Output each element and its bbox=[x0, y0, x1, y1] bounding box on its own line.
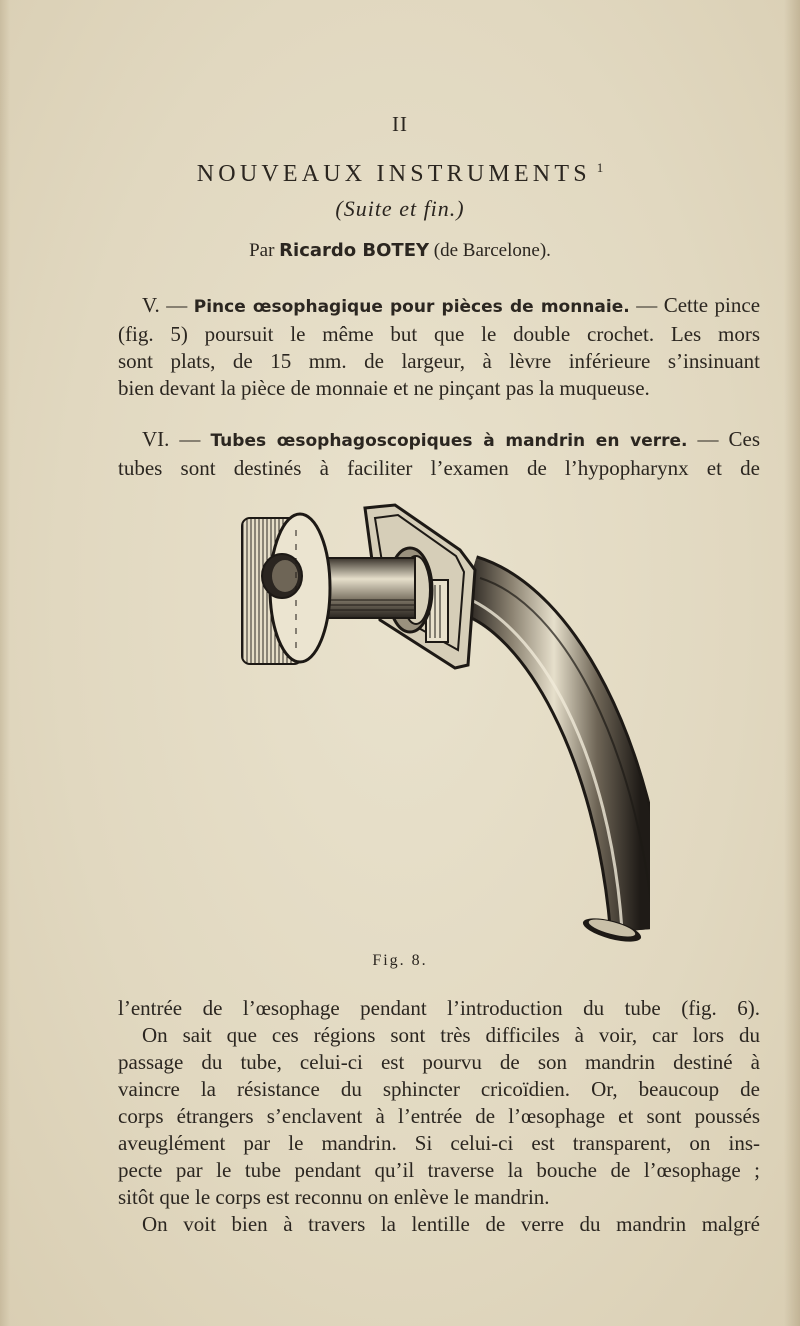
line-tail: — Ces bbox=[697, 427, 761, 451]
article-subtitle: (Suite et fin.) bbox=[335, 196, 465, 221]
section-lead: V. — bbox=[142, 293, 188, 317]
article-title-text: NOUVEAUX INSTRUMENTS bbox=[196, 161, 591, 187]
line-tail: — Cette pince bbox=[636, 293, 761, 317]
article-title bbox=[0, 160, 800, 188]
section-heading: Pince œsophagique pour pièces de monnaie. bbox=[193, 297, 630, 317]
paragraph-line: sitôt que le corps est reconnu on enlève le mandrin. bbox=[118, 1185, 550, 1209]
paragraph-line: corps étrangers s’enclavent à l’entrée de l’œsophage et sont poussés bbox=[118, 1104, 760, 1128]
knurled-knob bbox=[242, 514, 330, 664]
paragraph-line: aveuglément par le mandrin. Si celui-ci est transparent, on ins- bbox=[118, 1131, 760, 1155]
paragraph-line bbox=[118, 426, 760, 455]
byline-suffix: (de Barcelone). bbox=[433, 240, 551, 261]
mandrin-stem bbox=[325, 558, 415, 618]
section-lead: VI. — bbox=[142, 427, 201, 451]
paragraph-line: On voit bien à travers la lentille de verre du mandrin malgré bbox=[142, 1212, 760, 1236]
byline bbox=[0, 240, 800, 262]
paragraph-line: (fig. 5) poursuit le même but que le double crochet. Les mors bbox=[118, 322, 760, 346]
paragraph-line: passage du tube, celui-ci est pourvu de son mandrin destiné à bbox=[118, 1050, 760, 1074]
figure-caption: Fig. 8. bbox=[372, 952, 428, 969]
paragraph-line: tubes sont destinés à faciliter l’examen de l’hypopharynx et de bbox=[118, 456, 760, 480]
byline-prefix: Par bbox=[249, 240, 275, 261]
section-heading: Tubes œsophagoscopiques à mandrin en verre. bbox=[210, 431, 688, 451]
section-numeral: II bbox=[392, 112, 408, 136]
curved-tube bbox=[460, 578, 650, 946]
author-name: Ricardo BOTEY bbox=[279, 240, 430, 261]
instrument-illustration bbox=[230, 500, 650, 950]
paragraph-line: bien devant la pièce de monnaie et ne pinçant pas la muqueuse. bbox=[118, 376, 650, 400]
paragraph-line: On sait que ces régions sont très difficiles à voir, car lors du bbox=[142, 1023, 760, 1047]
paragraph-tubes bbox=[118, 426, 760, 482]
paragraph-line: pecte par le tube pendant qu’il traverse la bouche de l’œsophage ; bbox=[118, 1158, 760, 1182]
paragraph-line: l’entrée de l’œsophage pendant l’introduction du tube (fig. 6). bbox=[118, 996, 760, 1020]
paragraph-continuation bbox=[118, 995, 760, 1238]
paragraph-line: sont plats, de 15 mm. de largeur, à lèvre inférieure s’insinuant bbox=[118, 349, 760, 373]
paragraph-line: vaincre la résistance du sphincter cricoïdien. Or, beaucoup de bbox=[118, 1077, 760, 1101]
paragraph-pince bbox=[118, 292, 760, 402]
paragraph-line bbox=[118, 292, 760, 321]
footnote-mark: 1 bbox=[596, 160, 604, 175]
